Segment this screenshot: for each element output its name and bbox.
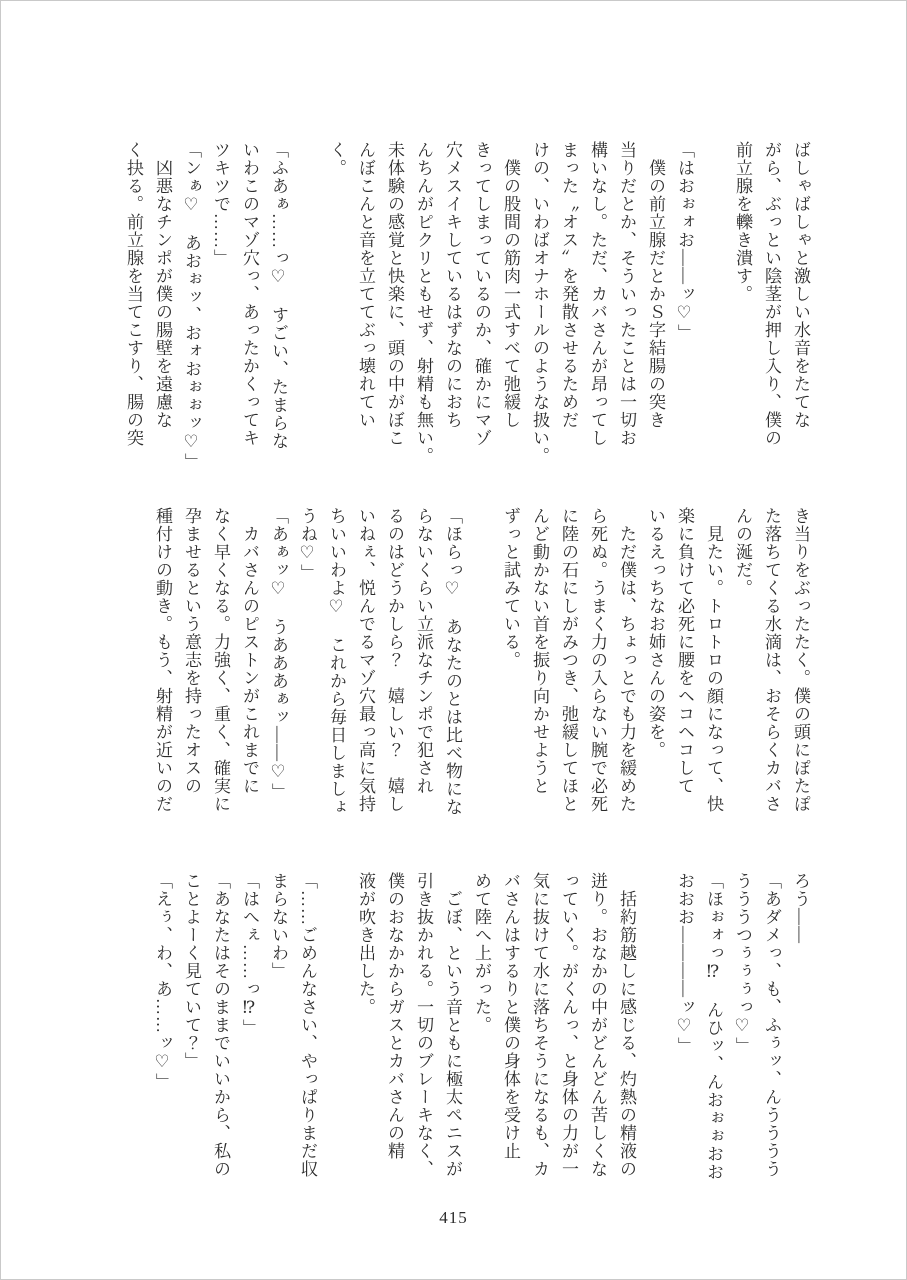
text-column: く抉る。前立腺を当てこすり、腸の突 (124, 141, 143, 447)
text-column: きってしまっているのか、確かにマゾ (472, 141, 491, 447)
text-column: た落ちてくる水滴は、おそらくカバさ (762, 507, 781, 813)
text-column: がら、ぶっとい陰茎が押し入り、僕の (762, 141, 781, 447)
text-column: ツキツで……」 (211, 141, 230, 267)
text-column: ら死ぬ。うまく力の入らない腕で必死 (588, 507, 607, 813)
text-column: 「はおぉォお――ッ♡」 (675, 141, 694, 342)
text-column: 「えぅ、わ、あ……ッ♡」 (153, 872, 172, 1091)
text-column: 迸り。おなかの中がどんどん苦しくな (588, 872, 607, 1178)
text-column: 「ほらっ♡ あなたのとは比べ物にな (443, 507, 462, 816)
text-column: まった〝オス〟を発散させるためだ (559, 141, 578, 429)
text-column: 当りだとか、そういったことは一切お (617, 141, 636, 447)
text-column: っていく。がくんっ、と身体の力が一 (559, 872, 578, 1178)
text-column: 僕のおなかからガスとカバさんの精 (385, 872, 404, 1160)
text-column: 穴メスイキしているはずなのにおち (443, 141, 462, 429)
text-column: ろう―― (791, 872, 810, 944)
text-column: 僕の前立腺だとかＳ字結腸の突き (646, 159, 665, 429)
blank-column (699, 141, 728, 465)
text-column: 液が吹き出した。 (356, 872, 375, 1016)
text-column: いわこのマゾ穴っ、あったかくってキ (240, 141, 259, 447)
text-column: 「あぁッ♡ うあああぁッ――♡」 (269, 507, 288, 801)
text-column: 「……ごめんなさい、やっぱりまだ収 (298, 872, 317, 1178)
text-column: 楽に負けて必死に腰をヘコヘコして (675, 507, 694, 795)
blank-column (322, 872, 351, 1196)
text-column: バさんはするりと僕の身体を受け止 (501, 872, 520, 1160)
text-band-top (119, 141, 815, 471)
text-column: んちんがピクリともせず、射精も無い。 (414, 141, 433, 465)
text-column: まらないわ」 (269, 872, 288, 980)
text-band-bottom (148, 872, 815, 1196)
blank-column (467, 507, 496, 831)
text-column: に陸の石にしがみつき、弛緩してほと (559, 507, 578, 813)
text-column: うううつぅぅぅっ♡」 (733, 872, 752, 1055)
text-column: 「ンぁ♡ あおぉッ、おォおぉぉッ♡」 (182, 141, 201, 471)
blank-column (641, 872, 670, 1196)
text-column: なく早くなる。力強く、重く、確実に (211, 507, 230, 813)
text-column: 未体験の感覚と快楽に、頭の中がぼこ (385, 141, 404, 447)
text-column: んど動かない首を振り向かせようと (530, 507, 549, 795)
text-column: く。 (327, 141, 346, 177)
text-column: るのはどうかしら？ 嬉しい？ 嬉し (385, 507, 404, 813)
text-column: 引き抜かれる。一切のブレーキなく、 (414, 872, 433, 1178)
text-column: ごぼ、という音ともに極太ペニスが (443, 890, 462, 1178)
text-column: 見たい。トロトロの顔になって、快 (704, 525, 723, 813)
text-column: いねぇ、悦んでるマゾ穴最っ高に気持 (356, 507, 375, 813)
text-band-middle (148, 507, 815, 831)
text-column: らないくらい立派なチンポで犯され (414, 507, 433, 795)
text-column: おおお――――ッ♡」 (675, 872, 694, 1055)
text-column: 「あなたはそのままでいいから、私の (211, 872, 230, 1178)
text-column: 「ほぉォっ⁉ んひッ、んおぉぉおお (704, 872, 723, 1181)
text-column: ばしゃばしゃと激しい水音をたてな (791, 141, 810, 429)
text-column: 括約筋越しに感じる、灼熱の精液の (617, 890, 636, 1178)
text-column: 「あダメっ、も、ふぅッ、んうううう (762, 872, 781, 1178)
text-column: 前立腺を轢き潰す。 (733, 141, 752, 303)
text-column: ちいいわよ♡ これから毎日しましょ (327, 507, 346, 816)
text-column: 気に抜けて水に落ちそうになるも、カ (530, 872, 549, 1178)
text-column: ただ僕は、ちょっとでも力を緩めた (617, 525, 636, 813)
text-column: 「はへぇ……っ⁉」 (240, 872, 259, 1037)
text-column: けの、いわばオナホールのような扱い。 (530, 141, 549, 465)
text-column: 構いなし。ただ、カバさんが昂ってし (588, 141, 607, 447)
text-column: カバさんのピストンがこれまでに (240, 525, 259, 795)
page-number: 415 (439, 1208, 468, 1227)
text-column: 孕ませるという意志を持ったオスの (182, 507, 201, 795)
text-column: 凶悪なチンポが僕の腸壁を遠慮な (153, 159, 172, 429)
text-column: ことよーく見ていて？」 (182, 872, 201, 1070)
text-column: んぼこんと音を立ててぶっ壊れてい (356, 141, 375, 429)
text-column: き当りをぶったたく。僕の頭にぽたぽ (791, 507, 810, 813)
blank-column (293, 141, 322, 465)
text-column: めて陸へ上がった。 (472, 872, 491, 1034)
text-column: いるえっちなお姉さんの姿を。 (646, 507, 665, 759)
text-column: 種付けの動き。もう、射精が近いのだ (153, 507, 172, 813)
text-column: うね♡」 (298, 507, 317, 582)
text-column: ずっと試みている。 (501, 507, 520, 669)
text-column: 「ふあぁ……っ♡ すごい、たまらな (269, 141, 288, 450)
text-column: んの涎だ。 (733, 507, 752, 597)
text-column: 僕の股間の筋肉一式すべて弛緩し (501, 159, 520, 429)
